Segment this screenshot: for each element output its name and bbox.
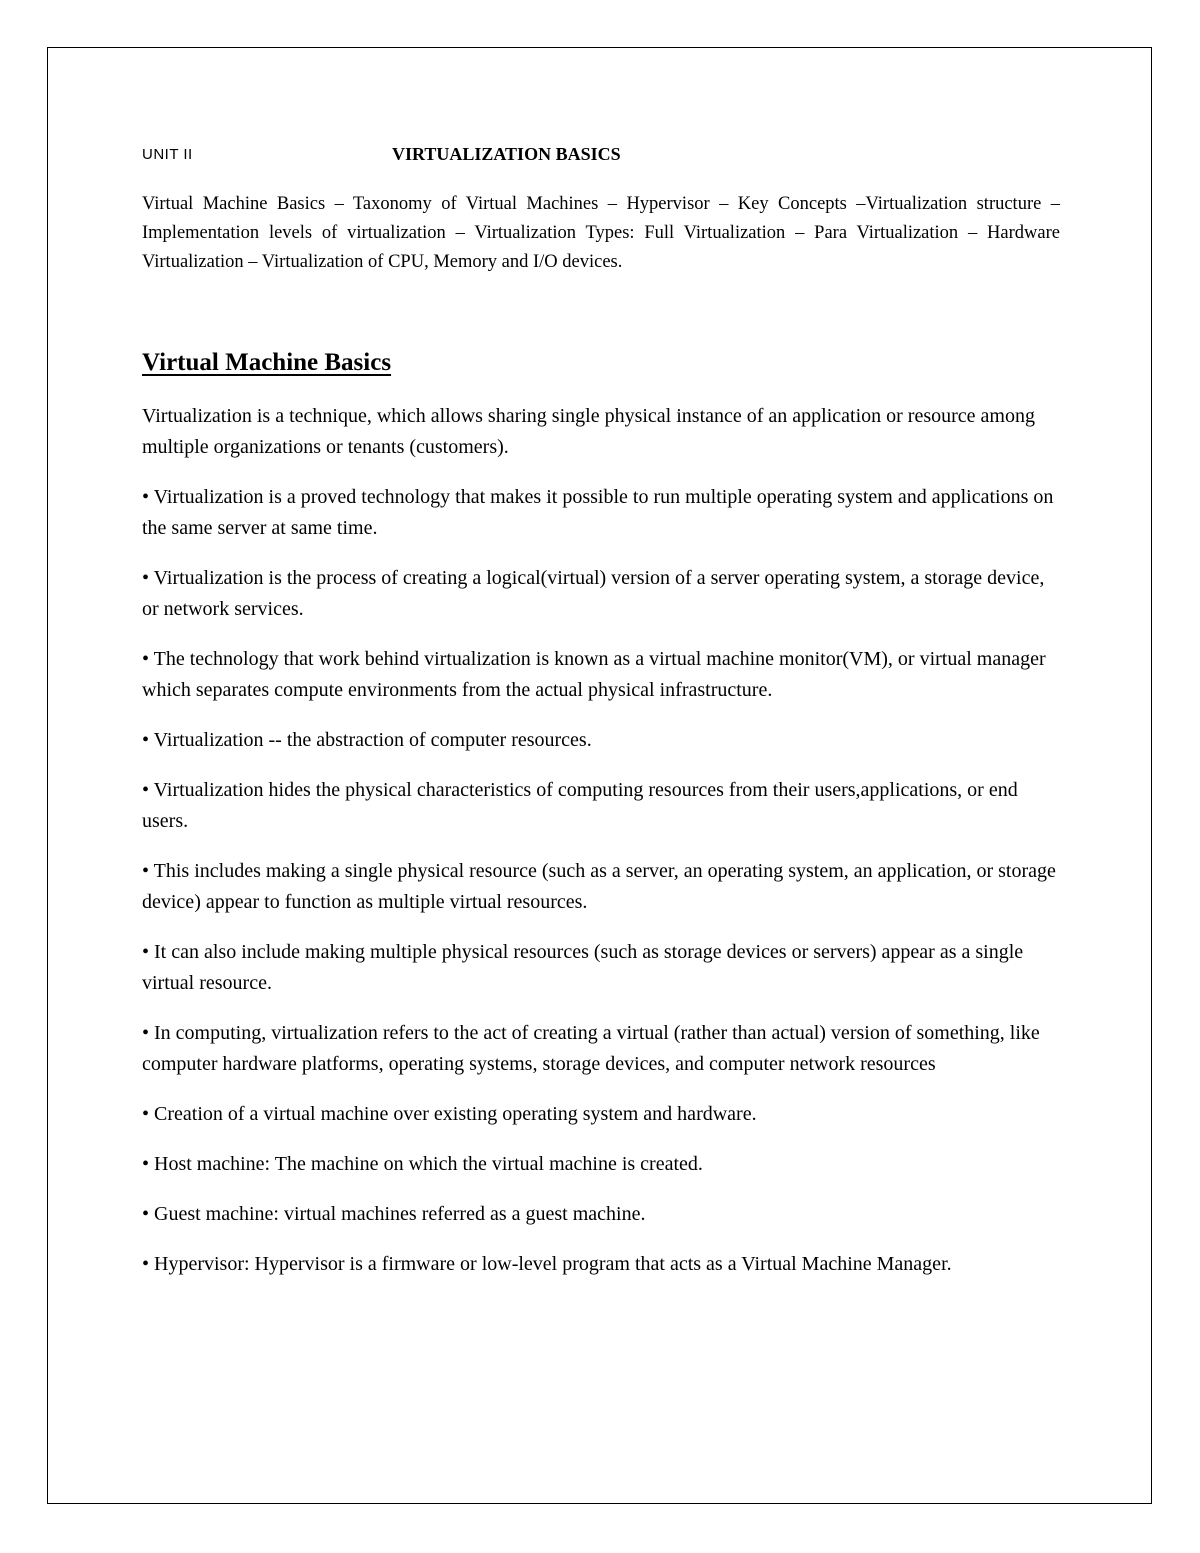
section-heading: Virtual Machine Basics (142, 349, 392, 376)
bullet-item: • Virtualization hides the physical characteristics of computing resources from their users,applications, or end users. (142, 779, 1018, 832)
bullet-item: • In computing, virtualization refers to the act of creating a virtual (rather than actual) version of something, like computer hardware platforms, operating systems, storage devices, and computer network resources (142, 1022, 1040, 1075)
bullet-item: • This includes making a single physical resource (such as a server, an operating system, an application, or storage device) appear to function as multiple virtual resources. (142, 860, 1056, 913)
bullet-item: • Hypervisor: Hypervisor is a firmware or low-level program that acts as a Virtual Machine Manager. (142, 1253, 952, 1275)
bullet-item: • Virtualization is a proved technology that makes it possible to run multiple operating system and applications on the same server at same time. (142, 486, 1054, 539)
syllabus-topics: Virtual Machine Basics – Taxonomy of Virtual Machines – Hypervisor – Key Concepts –Virtualization structure – Implementation levels of virtualization – Virtualization Types: Full Virtualization – Para Virtualization – Hardware Virtualization – Virtualization of CPU, Memory and I/O devices. (142, 194, 1060, 272)
unit-title: VIRTUALIZATION BASICS (392, 144, 621, 164)
unit-label: UNIT II (142, 146, 193, 163)
bullet-item: • The technology that work behind virtualization is known as a virtual machine monitor(VM), or virtual manager which separates compute environments from the actual physical infrastructure. (142, 648, 1046, 701)
unit-header (142, 140, 1060, 170)
bullet-item: • It can also include making multiple physical resources (such as storage devices or servers) appear as a single virtual resource. (142, 941, 1024, 994)
bullet-list (142, 482, 1060, 1280)
bullet-item: • Creation of a virtual machine over existing operating system and hardware. (142, 1103, 757, 1125)
intro-paragraph: Virtualization is a technique, which allows sharing single physical instance of an application or resource among multiple organizations or tenants (customers). (142, 405, 1035, 458)
bullet-item: • Virtualization -- the abstraction of computer resources. (142, 729, 592, 751)
bullet-item: • Host machine: The machine on which the virtual machine is created. (142, 1153, 703, 1175)
document-content (142, 140, 1060, 1280)
bullet-item: • Guest machine: virtual machines referred as a guest machine. (142, 1203, 646, 1225)
bullet-item: • Virtualization is the process of creating a logical(virtual) version of a server operating system, a storage device, or network services. (142, 567, 1045, 620)
